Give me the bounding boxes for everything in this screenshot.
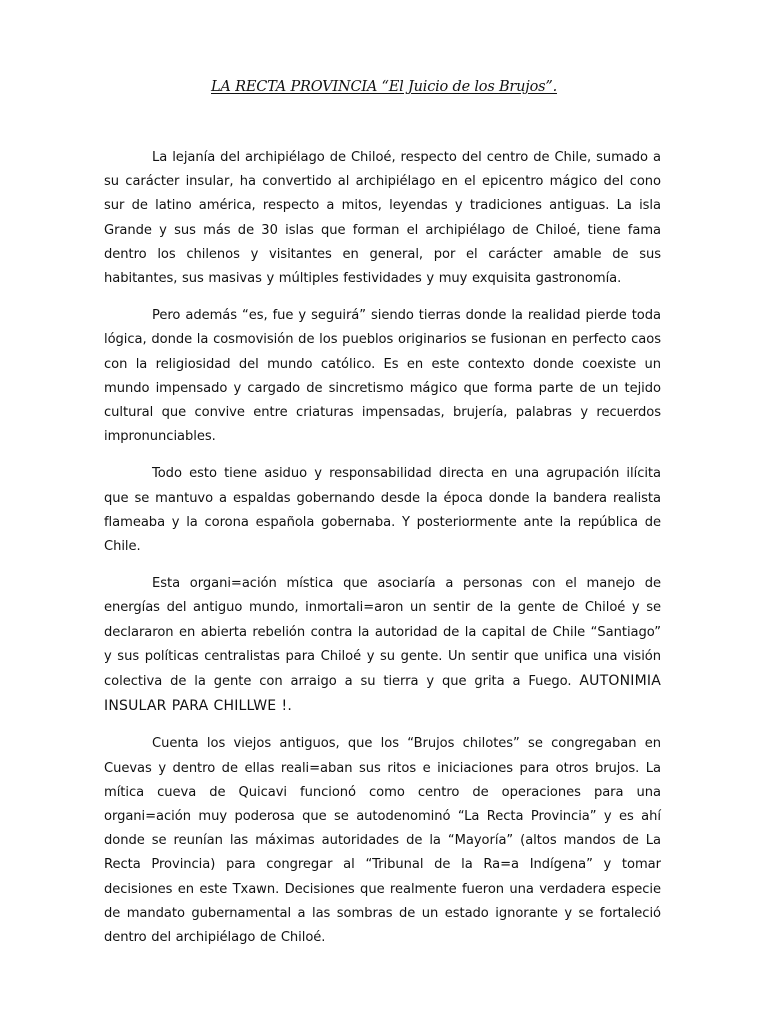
document-title bbox=[0, 79, 768, 95]
paragraph-4-shout: AUTONIMIA INSULAR PARA CHILLWE !. bbox=[104, 673, 661, 715]
document-body bbox=[104, 146, 661, 963]
paragraph-3: Todo esto tiene asiduo y responsabilidad directa en una agrupación ilícita que se mantuvo a espaldas gobernando desde la época donde la bandera realista flameaba y la corona española gobernaba. Y posteriormente ante la república de Chile. bbox=[104, 466, 661, 555]
paragraph-4 bbox=[104, 572, 661, 719]
paragraph-5: Cuenta los viejos antiguos, que los “Brujos chilotes” se congregaban en Cuevas y dentro de ellas reali=aban sus ritos e iniciaciones para otros brujos. La mítica cueva de Quicavi funcionó como centro de operaciones para una organi=ación muy poderosa que se autodenominó “La Recta Provincia” y es ahí donde se reunían las máximas autoridades de la “Mayoría” (altos mandos de La Recta Provincia) para congregar al “Tribunal de la Ra=a Indígena” y tomar decisiones en este Txawn. Decisiones que realmente fueron una verdadera especie de mandato gubernamental a las sombras de un estado ignorante y se fortaleció dentro del archipiélago de Chiloé. bbox=[104, 736, 661, 946]
title-text: LA RECTA PROVINCIA “El Juicio de los Brujos”. bbox=[211, 79, 557, 95]
paragraph-1: La lejanía del archipiélago de Chiloé, respecto del centro de Chile, sumado a su carácter insular, ha convertido al archipiélago en el epicentro mágico del cono sur de latino américa, respecto a mitos, leyendas y tradiciones antiguas. La isla Grande y sus más de 30 islas que forman el archipiélago de Chiloé, tiene fama dentro los chilenos y visitantes en general, por el carácter amable de sus habitantes, sus masivas y múltiples festividades y muy exquisita gastronomía. bbox=[104, 150, 661, 287]
paragraph-4-text: Esta organi=ación mística que asociaría a personas con el manejo de energías del antiguo mundo, inmortali=aron un sentir de la gente de Chiloé y se declararon en abierta rebelión contra la autoridad de la capital de Chile “Santiago” y sus políticas centralistas para Chiloé y su gente. Un sentir que unifica una visión colectiva de la gente con arraigo a su tierra y que grita a Fuego. bbox=[104, 576, 661, 690]
paragraph-2: Pero además “es, fue y seguirá” siendo tierras donde la realidad pierde toda lógica, donde la cosmovisión de los pueblos originarios se fusionan en perfecto caos con la religiosidad del mundo católico. Es en este contexto donde coexiste un mundo impensado y cargado de sincretismo mágico que forma parte de un tejido cultural que convive entre criaturas impensadas, brujería, palabras y recuerdos impronunciables. bbox=[104, 308, 661, 445]
